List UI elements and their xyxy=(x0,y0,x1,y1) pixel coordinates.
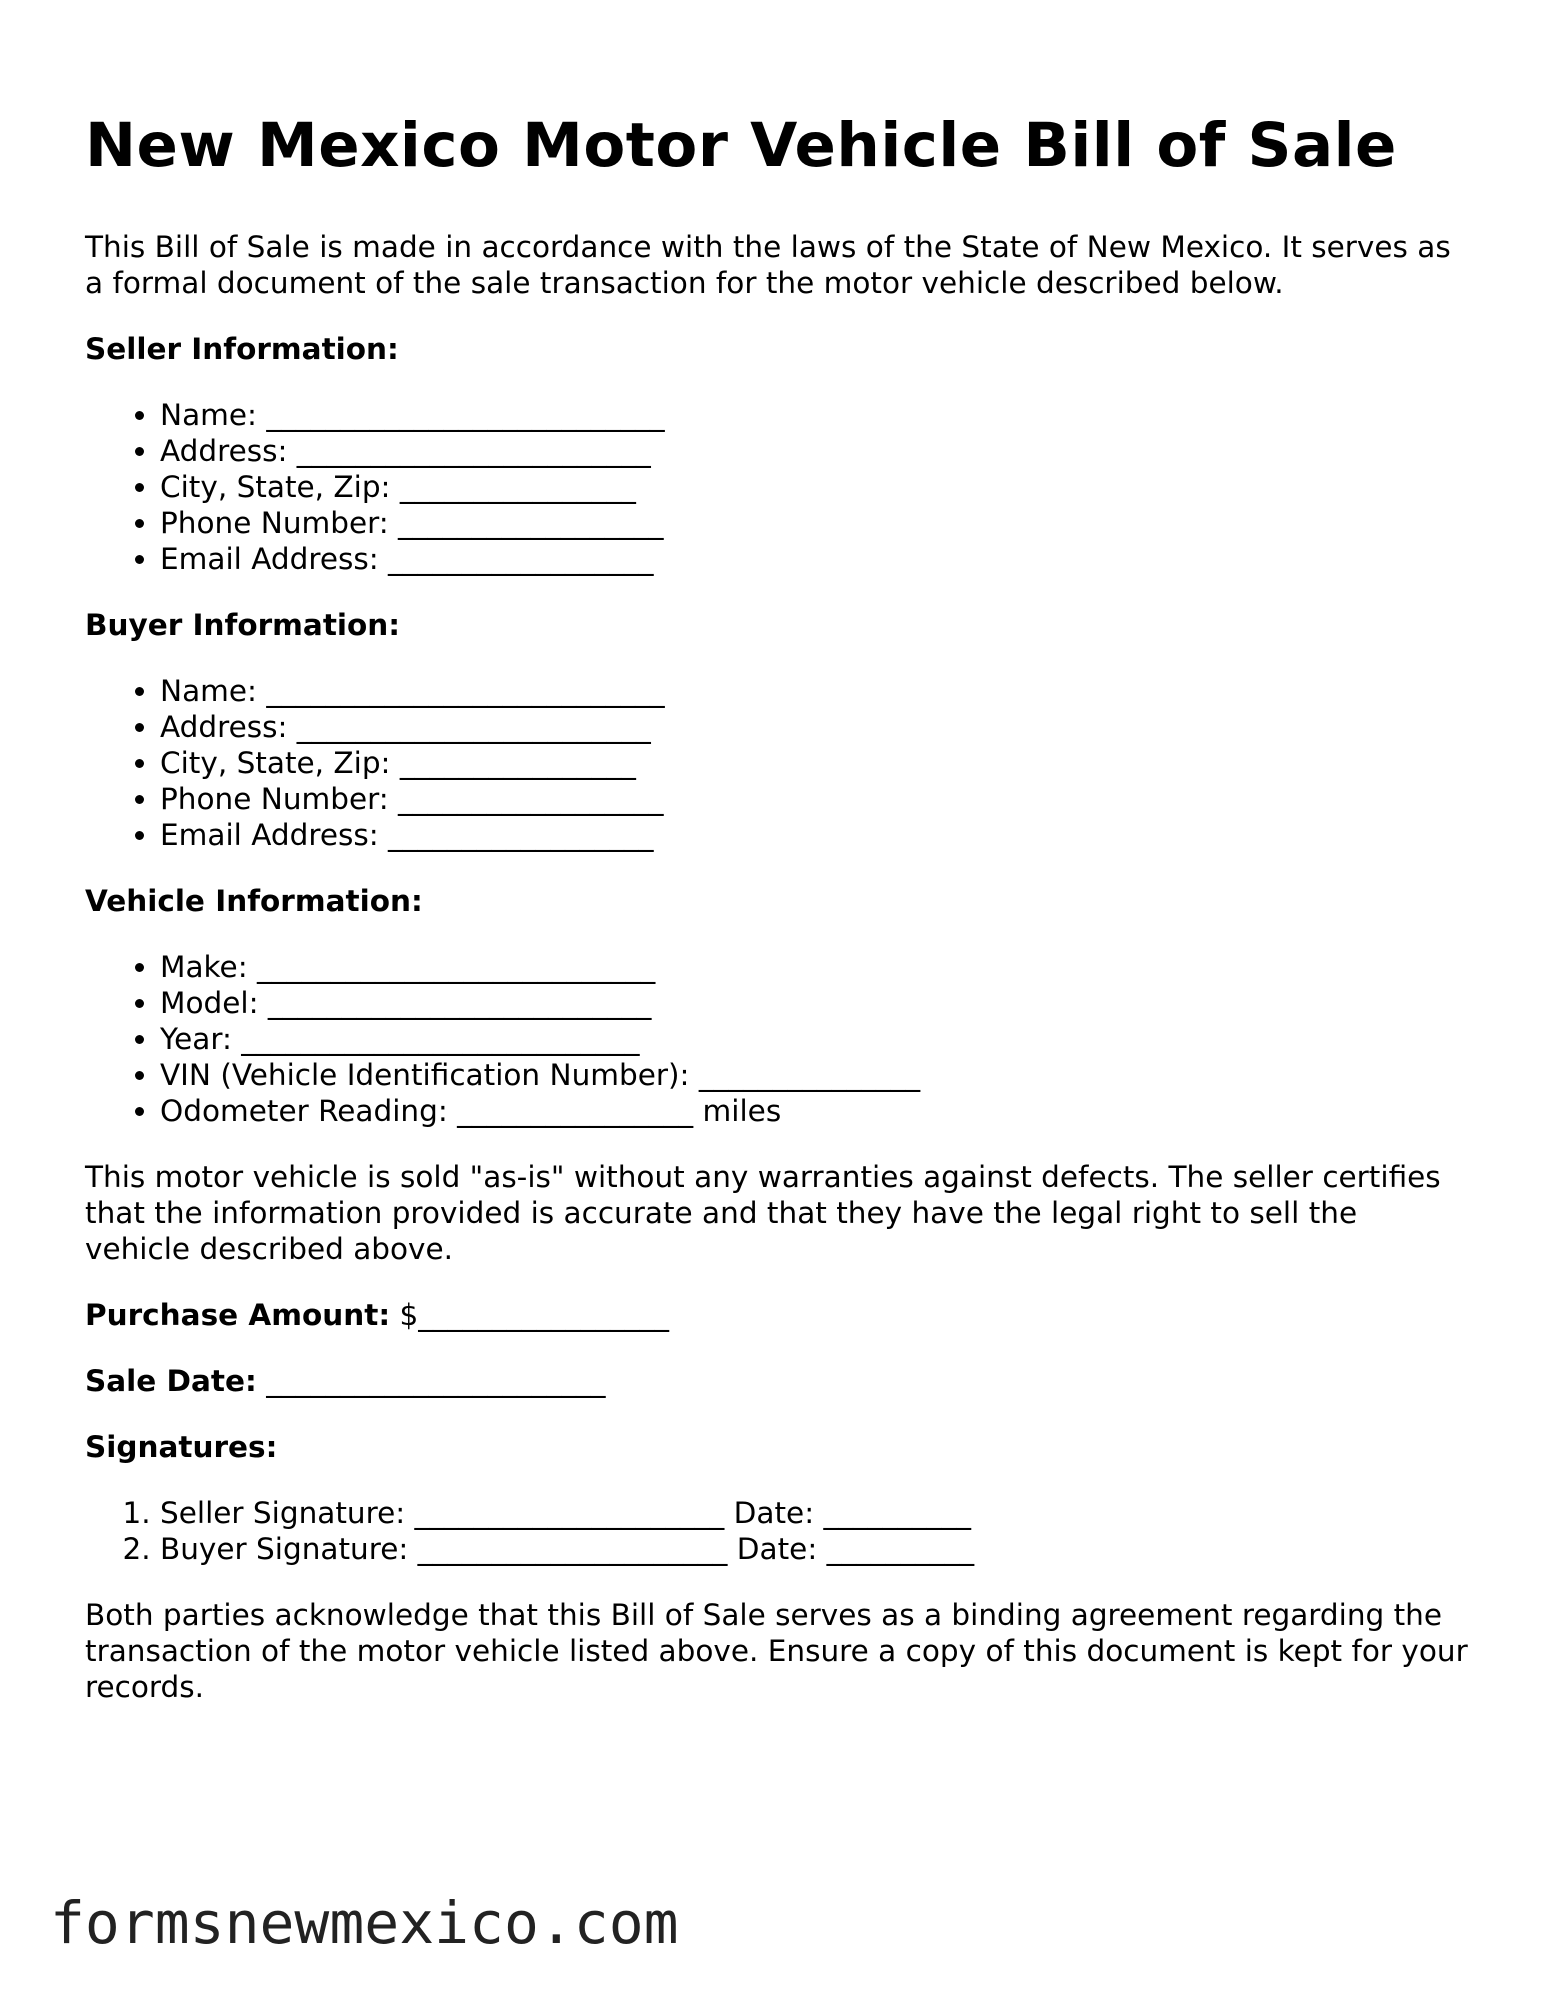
buyer-heading: Buyer Information: xyxy=(85,608,401,642)
signatures-heading: Signatures: xyxy=(85,1430,278,1464)
buyer-signature-line: 2. Buyer Signature: _____________________ Date: __________ xyxy=(160,1531,1470,1567)
sale-date-value: _______________________ xyxy=(266,1364,606,1398)
seller-phone-field: • Phone Number: __________________ xyxy=(160,505,1470,541)
buyer-name-field: • Name: ___________________________ xyxy=(160,673,1470,709)
intro-paragraph: This Bill of Sale is made in accordance with the laws of the State of New Mexico. It serves as a formal document of the sale transaction for the motor vehicle described below. xyxy=(85,230,1451,300)
seller-city-state-zip-field: • City, State, Zip: ________________ xyxy=(160,469,1470,505)
purchase-amount-label: Purchase Amount: xyxy=(85,1298,391,1332)
buyer-email-field: • Email Address: __________________ xyxy=(160,817,1470,853)
seller-name-field: • Name: ___________________________ xyxy=(160,397,1470,433)
vehicle-year-field: • Year: ___________________________ xyxy=(160,1021,1470,1057)
seller-address-field: • Address: ________________________ xyxy=(160,433,1470,469)
buyer-city-state-zip-field: • City, State, Zip: ________________ xyxy=(160,745,1470,781)
page-title: New Mexico Motor Vehicle Bill of Sale xyxy=(85,110,1397,181)
closing-paragraph: Both parties acknowledge that this Bill of Sale serves as a binding agreement regarding the transaction of the motor vehicle listed above. Ensure a copy of this document is kept for your records. xyxy=(85,1598,1468,1704)
document-page xyxy=(85,108,1470,1705)
vehicle-model-field: • Model: __________________________ xyxy=(160,985,1470,1021)
seller-list xyxy=(85,397,1470,577)
seller-signature-line: 1. Seller Signature: _____________________ Date: __________ xyxy=(160,1495,1470,1531)
buyer-phone-field: • Phone Number: __________________ xyxy=(160,781,1470,817)
vehicle-vin-field: • VIN (Vehicle Identification Number): _______________ xyxy=(160,1057,1470,1093)
purchase-amount-value: $_________________ xyxy=(399,1298,670,1332)
seller-heading: Seller Information: xyxy=(85,332,399,366)
vehicle-odometer-field: • Odometer Reading: ________________ miles xyxy=(160,1093,1470,1129)
as-is-paragraph: This motor vehicle is sold "as-is" without any warranties against defects. The seller certifies that the information provided is accurate and that they have the legal right to sell the vehicle described above. xyxy=(85,1160,1441,1266)
purchase-amount-line xyxy=(85,1297,1470,1333)
vehicle-heading: Vehicle Information: xyxy=(85,884,423,918)
vehicle-list xyxy=(85,949,1470,1129)
buyer-list xyxy=(85,673,1470,853)
seller-email-field: • Email Address: __________________ xyxy=(160,541,1470,577)
footer-watermark: formsnewmexico.com xyxy=(50,1889,679,1957)
sale-date-line xyxy=(85,1363,1470,1399)
sale-date-label: Sale Date: xyxy=(85,1364,257,1398)
vehicle-make-field: • Make: ___________________________ xyxy=(160,949,1470,985)
buyer-address-field: • Address: ________________________ xyxy=(160,709,1470,745)
signatures-list xyxy=(85,1495,1470,1567)
